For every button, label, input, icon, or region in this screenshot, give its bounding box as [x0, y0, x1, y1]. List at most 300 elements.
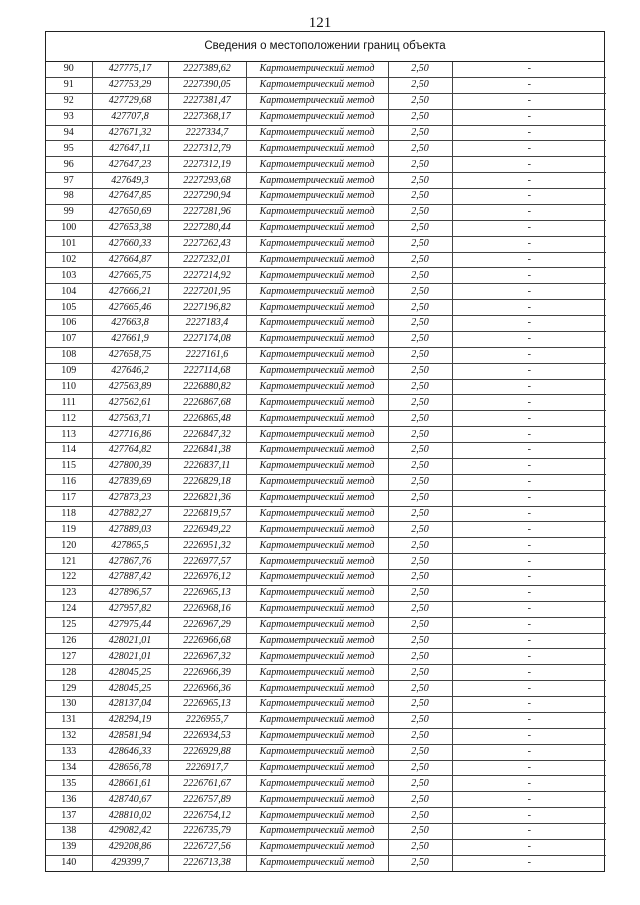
table-row: [46, 316, 606, 332]
y-coordinate-cell: 2227183,4: [168, 316, 246, 332]
note-cell: -: [452, 93, 606, 109]
method-cell: Картометрический метод: [246, 252, 388, 268]
y-coordinate-cell: 2226821,36: [168, 490, 246, 506]
y-coordinate-cell: 2227390,05: [168, 77, 246, 93]
y-coordinate-cell: 2226955,7: [168, 712, 246, 728]
point-number-cell: 119: [46, 522, 92, 538]
accuracy-cell: 2,50: [388, 824, 452, 840]
point-number-cell: 107: [46, 331, 92, 347]
accuracy-cell: 2,50: [388, 157, 452, 173]
table-row: [46, 744, 606, 760]
table-row: [46, 300, 606, 316]
point-number-cell: 130: [46, 697, 92, 713]
accuracy-cell: 2,50: [388, 316, 452, 332]
table-row: [46, 109, 606, 125]
note-cell: -: [452, 744, 606, 760]
point-number-cell: 101: [46, 236, 92, 252]
table-row: [46, 236, 606, 252]
method-cell: Картометрический метод: [246, 839, 388, 855]
table-row: [46, 570, 606, 586]
y-coordinate-cell: 2226880,82: [168, 379, 246, 395]
note-cell: -: [452, 252, 606, 268]
y-coordinate-cell: 2227389,62: [168, 62, 246, 77]
accuracy-cell: 2,50: [388, 506, 452, 522]
point-number-cell: 138: [46, 824, 92, 840]
table-row: [46, 189, 606, 205]
accuracy-cell: 2,50: [388, 427, 452, 443]
y-coordinate-cell: 2227114,68: [168, 363, 246, 379]
method-cell: Картометрический метод: [246, 855, 388, 870]
note-cell: -: [452, 665, 606, 681]
accuracy-cell: 2,50: [388, 141, 452, 157]
table-row: [46, 697, 606, 713]
x-coordinate-cell: 427661,9: [92, 331, 168, 347]
note-cell: -: [452, 173, 606, 189]
note-cell: -: [452, 808, 606, 824]
point-number-cell: 118: [46, 506, 92, 522]
point-number-cell: 127: [46, 649, 92, 665]
method-cell: Картометрический метод: [246, 189, 388, 205]
note-cell: -: [452, 157, 606, 173]
note-cell: -: [452, 204, 606, 220]
point-number-cell: 134: [46, 760, 92, 776]
y-coordinate-cell: 2227174,08: [168, 331, 246, 347]
note-cell: -: [452, 570, 606, 586]
x-coordinate-cell: 427665,46: [92, 300, 168, 316]
method-cell: Картометрический метод: [246, 236, 388, 252]
method-cell: Картометрический метод: [246, 792, 388, 808]
accuracy-cell: 2,50: [388, 62, 452, 77]
method-cell: Картометрический метод: [246, 585, 388, 601]
method-cell: Картометрический метод: [246, 93, 388, 109]
note-cell: -: [452, 506, 606, 522]
y-coordinate-cell: 2226867,68: [168, 395, 246, 411]
method-cell: Картометрический метод: [246, 554, 388, 570]
point-number-cell: 90: [46, 62, 92, 77]
table-row: [46, 490, 606, 506]
method-cell: Картометрический метод: [246, 62, 388, 77]
y-coordinate-cell: 2227201,95: [168, 284, 246, 300]
note-cell: -: [452, 443, 606, 459]
x-coordinate-cell: 429208,86: [92, 839, 168, 855]
point-number-cell: 137: [46, 808, 92, 824]
method-cell: Картометрический метод: [246, 474, 388, 490]
accuracy-cell: 2,50: [388, 808, 452, 824]
y-coordinate-cell: 2226949,22: [168, 522, 246, 538]
y-coordinate-cell: 2227161,6: [168, 347, 246, 363]
point-number-cell: 139: [46, 839, 92, 855]
accuracy-cell: 2,50: [388, 300, 452, 316]
method-cell: Картометрический метод: [246, 744, 388, 760]
accuracy-cell: 2,50: [388, 347, 452, 363]
x-coordinate-cell: 427658,75: [92, 347, 168, 363]
y-coordinate-cell: 2227232,01: [168, 252, 246, 268]
table-body: [46, 62, 606, 871]
x-coordinate-cell: 428661,61: [92, 776, 168, 792]
x-coordinate-cell: 428021,01: [92, 649, 168, 665]
table-row: [46, 379, 606, 395]
x-coordinate-cell: 428581,94: [92, 728, 168, 744]
table-row: [46, 62, 606, 77]
point-number-cell: 110: [46, 379, 92, 395]
note-cell: -: [452, 236, 606, 252]
x-coordinate-cell: 427562,61: [92, 395, 168, 411]
note-cell: -: [452, 728, 606, 744]
point-number-cell: 114: [46, 443, 92, 459]
point-number-cell: 136: [46, 792, 92, 808]
y-coordinate-cell: 2226754,12: [168, 808, 246, 824]
note-cell: -: [452, 474, 606, 490]
note-cell: -: [452, 268, 606, 284]
accuracy-cell: 2,50: [388, 363, 452, 379]
y-coordinate-cell: 2226757,89: [168, 792, 246, 808]
table-row: [46, 458, 606, 474]
note-cell: -: [452, 363, 606, 379]
note-cell: -: [452, 77, 606, 93]
y-coordinate-cell: 2226841,38: [168, 443, 246, 459]
x-coordinate-cell: 427647,85: [92, 189, 168, 205]
note-cell: -: [452, 300, 606, 316]
method-cell: Картометрический метод: [246, 220, 388, 236]
point-number-cell: 99: [46, 204, 92, 220]
method-cell: Картометрический метод: [246, 173, 388, 189]
accuracy-cell: 2,50: [388, 220, 452, 236]
y-coordinate-cell: 2226966,68: [168, 633, 246, 649]
note-cell: -: [452, 554, 606, 570]
y-coordinate-cell: 2226967,29: [168, 617, 246, 633]
accuracy-cell: 2,50: [388, 776, 452, 792]
table-row: [46, 157, 606, 173]
x-coordinate-cell: 429082,42: [92, 824, 168, 840]
point-number-cell: 93: [46, 109, 92, 125]
point-number-cell: 104: [46, 284, 92, 300]
note-cell: -: [452, 601, 606, 617]
accuracy-cell: 2,50: [388, 331, 452, 347]
boundary-table-frame: [45, 31, 605, 872]
note-cell: -: [452, 490, 606, 506]
page-number: 121: [308, 15, 332, 31]
method-cell: Картометрический метод: [246, 760, 388, 776]
note-cell: -: [452, 427, 606, 443]
x-coordinate-cell: 427671,32: [92, 125, 168, 141]
y-coordinate-cell: 2226967,32: [168, 649, 246, 665]
accuracy-cell: 2,50: [388, 728, 452, 744]
accuracy-cell: 2,50: [388, 125, 452, 141]
table-row: [46, 506, 606, 522]
y-coordinate-cell: 2227381,47: [168, 93, 246, 109]
x-coordinate-cell: 427753,29: [92, 77, 168, 93]
method-cell: Картометрический метод: [246, 443, 388, 459]
accuracy-cell: 2,50: [388, 681, 452, 697]
accuracy-cell: 2,50: [388, 379, 452, 395]
method-cell: Картометрический метод: [246, 379, 388, 395]
method-cell: Картометрический метод: [246, 316, 388, 332]
table-row: [46, 443, 606, 459]
accuracy-cell: 2,50: [388, 585, 452, 601]
y-coordinate-cell: 2227368,17: [168, 109, 246, 125]
x-coordinate-cell: 428740,67: [92, 792, 168, 808]
accuracy-cell: 2,50: [388, 665, 452, 681]
x-coordinate-cell: 427716,86: [92, 427, 168, 443]
note-cell: -: [452, 839, 606, 855]
table-row: [46, 649, 606, 665]
method-cell: Картометрический метод: [246, 395, 388, 411]
x-coordinate-cell: 427563,89: [92, 379, 168, 395]
table-row: [46, 331, 606, 347]
x-coordinate-cell: 427775,17: [92, 62, 168, 77]
y-coordinate-cell: 2226865,48: [168, 411, 246, 427]
x-coordinate-cell: 427882,27: [92, 506, 168, 522]
table-row: [46, 204, 606, 220]
method-cell: Картометрический метод: [246, 300, 388, 316]
y-coordinate-cell: 2226761,67: [168, 776, 246, 792]
method-cell: Картометрический метод: [246, 347, 388, 363]
table-row: [46, 538, 606, 554]
table-row: [46, 125, 606, 141]
x-coordinate-cell: 427957,82: [92, 601, 168, 617]
accuracy-cell: 2,50: [388, 77, 452, 93]
accuracy-cell: 2,50: [388, 252, 452, 268]
accuracy-cell: 2,50: [388, 204, 452, 220]
y-coordinate-cell: 2226968,16: [168, 601, 246, 617]
x-coordinate-cell: 428045,25: [92, 681, 168, 697]
x-coordinate-cell: 427729,68: [92, 93, 168, 109]
x-coordinate-cell: 427563,71: [92, 411, 168, 427]
note-cell: -: [452, 538, 606, 554]
y-coordinate-cell: 2227290,94: [168, 189, 246, 205]
table-row: [46, 855, 606, 870]
x-coordinate-cell: 428137,04: [92, 697, 168, 713]
table-row: [46, 728, 606, 744]
x-coordinate-cell: 428646,33: [92, 744, 168, 760]
table-row: [46, 363, 606, 379]
point-number-cell: 95: [46, 141, 92, 157]
table-row: [46, 712, 606, 728]
table-row: [46, 427, 606, 443]
x-coordinate-cell: 427896,57: [92, 585, 168, 601]
table-row: [46, 554, 606, 570]
x-coordinate-cell: 427663,8: [92, 316, 168, 332]
method-cell: Картометрический метод: [246, 157, 388, 173]
y-coordinate-cell: 2226965,13: [168, 697, 246, 713]
y-coordinate-cell: 2226929,88: [168, 744, 246, 760]
accuracy-cell: 2,50: [388, 792, 452, 808]
method-cell: Картометрический метод: [246, 617, 388, 633]
accuracy-cell: 2,50: [388, 554, 452, 570]
x-coordinate-cell: 427707,8: [92, 109, 168, 125]
point-number-cell: 126: [46, 633, 92, 649]
point-number-cell: 124: [46, 601, 92, 617]
point-number-cell: 116: [46, 474, 92, 490]
accuracy-cell: 2,50: [388, 490, 452, 506]
method-cell: Картометрический метод: [246, 125, 388, 141]
x-coordinate-cell: 427800,39: [92, 458, 168, 474]
note-cell: -: [452, 411, 606, 427]
note-cell: -: [452, 316, 606, 332]
method-cell: Картометрический метод: [246, 538, 388, 554]
accuracy-cell: 2,50: [388, 649, 452, 665]
method-cell: Картометрический метод: [246, 141, 388, 157]
x-coordinate-cell: 427653,38: [92, 220, 168, 236]
note-cell: -: [527, 857, 531, 869]
x-coordinate-cell: 427647,11: [92, 141, 168, 157]
table-row: [46, 411, 606, 427]
y-coordinate-cell: 2226917,7: [168, 760, 246, 776]
accuracy-cell: 2,50: [388, 601, 452, 617]
point-number-cell: 100: [46, 220, 92, 236]
point-number-cell: 96: [46, 157, 92, 173]
x-coordinate-cell: 427665,75: [92, 268, 168, 284]
note-cell: -: [452, 776, 606, 792]
point-number-cell: 105: [46, 300, 92, 316]
method-cell: Картометрический метод: [246, 808, 388, 824]
note-cell: -: [452, 347, 606, 363]
table-row: [46, 347, 606, 363]
table-row: [46, 522, 606, 538]
point-number-cell: 98: [46, 189, 92, 205]
y-coordinate-cell: 2227293,68: [168, 173, 246, 189]
x-coordinate-cell: 427764,82: [92, 443, 168, 459]
method-cell: Картометрический метод: [246, 824, 388, 840]
y-coordinate-cell: 2227312,79: [168, 141, 246, 157]
method-cell: Картометрический метод: [246, 458, 388, 474]
y-coordinate-cell: 2226727,56: [168, 839, 246, 855]
point-number-cell: 123: [46, 585, 92, 601]
note-cell: -: [452, 712, 606, 728]
method-cell: Картометрический метод: [246, 77, 388, 93]
table-row: [46, 252, 606, 268]
method-cell: Картометрический метод: [246, 665, 388, 681]
note-cell: -: [452, 125, 606, 141]
note-cell: -: [452, 284, 606, 300]
point-number-cell: 121: [46, 554, 92, 570]
table-row: [46, 839, 606, 855]
boundary-points-table: [46, 62, 606, 871]
note-cell: -: [452, 62, 606, 77]
x-coordinate-cell: 427650,69: [92, 204, 168, 220]
method-cell: Картометрический метод: [246, 776, 388, 792]
method-cell: Картометрический метод: [246, 268, 388, 284]
x-coordinate-cell: 428021,01: [92, 633, 168, 649]
note-cell: -: [452, 379, 606, 395]
x-coordinate-cell: 428045,25: [92, 665, 168, 681]
table-row: [46, 173, 606, 189]
accuracy-cell: 2,50: [388, 760, 452, 776]
point-number-cell: 140: [46, 855, 92, 870]
note-cell: -: [452, 697, 606, 713]
table-row: [46, 93, 606, 109]
point-number-cell: 108: [46, 347, 92, 363]
accuracy-cell: 2,50: [388, 522, 452, 538]
method-cell: Картометрический метод: [246, 649, 388, 665]
note-cell: -: [452, 522, 606, 538]
y-coordinate-cell: 2226713,38: [168, 855, 246, 870]
method-cell: Картометрический метод: [246, 681, 388, 697]
point-number-cell: 113: [46, 427, 92, 443]
accuracy-cell: 2,50: [388, 697, 452, 713]
accuracy-cell: 2,50: [388, 458, 452, 474]
table-row: [46, 760, 606, 776]
accuracy-cell: 2,50: [388, 617, 452, 633]
point-number-cell: 112: [46, 411, 92, 427]
note-cell: -: [452, 395, 606, 411]
method-cell: Картометрический метод: [246, 411, 388, 427]
y-coordinate-cell: 2227280,44: [168, 220, 246, 236]
table-title: Сведения о местоположении границ объекта: [46, 32, 604, 62]
accuracy-cell: 2,50: [388, 839, 452, 855]
point-number-cell: 91: [46, 77, 92, 93]
method-cell: Картометрический метод: [246, 363, 388, 379]
y-coordinate-cell: 2227334,7: [168, 125, 246, 141]
x-coordinate-cell: 427873,23: [92, 490, 168, 506]
point-number-cell: 109: [46, 363, 92, 379]
table-row: [46, 268, 606, 284]
y-coordinate-cell: 2227281,96: [168, 204, 246, 220]
y-coordinate-cell: 2226735,79: [168, 824, 246, 840]
y-coordinate-cell: 2226966,39: [168, 665, 246, 681]
accuracy-cell: 2,50: [388, 712, 452, 728]
y-coordinate-cell: 2226976,12: [168, 570, 246, 586]
table-row: [46, 633, 606, 649]
y-coordinate-cell: 2226977,57: [168, 554, 246, 570]
point-number-cell: 120: [46, 538, 92, 554]
table-row: [46, 220, 606, 236]
table-row: [46, 284, 606, 300]
x-coordinate-cell: 427865,5: [92, 538, 168, 554]
table-row: [46, 141, 606, 157]
y-coordinate-cell: 2226934,53: [168, 728, 246, 744]
note-cell: -: [452, 331, 606, 347]
accuracy-cell: 2,50: [388, 236, 452, 252]
accuracy-cell: 2,50: [388, 744, 452, 760]
x-coordinate-cell: 427660,33: [92, 236, 168, 252]
table-row: [46, 792, 606, 808]
y-coordinate-cell: 2226951,32: [168, 538, 246, 554]
y-coordinate-cell: 2226819,57: [168, 506, 246, 522]
x-coordinate-cell: 428656,78: [92, 760, 168, 776]
method-cell: Картометрический метод: [246, 490, 388, 506]
y-coordinate-cell: 2226965,13: [168, 585, 246, 601]
x-coordinate-cell: 427887,42: [92, 570, 168, 586]
method-cell: Картометрический метод: [246, 427, 388, 443]
x-coordinate-cell: 427889,03: [92, 522, 168, 538]
y-coordinate-cell: 2227262,43: [168, 236, 246, 252]
x-coordinate-cell: 429399,7: [92, 855, 168, 870]
point-number-cell: 132: [46, 728, 92, 744]
x-coordinate-cell: 427664,87: [92, 252, 168, 268]
point-number-cell: 103: [46, 268, 92, 284]
accuracy-cell: 2,50: [388, 855, 452, 870]
note-cell: -: [452, 189, 606, 205]
table-row: [46, 77, 606, 93]
x-coordinate-cell: 427646,2: [92, 363, 168, 379]
y-coordinate-cell: 2226847,32: [168, 427, 246, 443]
point-number-cell: 122: [46, 570, 92, 586]
y-coordinate-cell: 2226966,36: [168, 681, 246, 697]
method-cell: Картометрический метод: [246, 728, 388, 744]
table-row: [46, 681, 606, 697]
accuracy-cell: 2,50: [388, 173, 452, 189]
accuracy-cell: 2,50: [388, 268, 452, 284]
table-row: [46, 824, 606, 840]
accuracy-cell: 2,50: [388, 93, 452, 109]
point-number-cell: 97: [46, 173, 92, 189]
method-cell: Картометрический метод: [246, 633, 388, 649]
method-cell: Картометрический метод: [246, 331, 388, 347]
note-cell: -: [452, 585, 606, 601]
x-coordinate-cell: 427867,76: [92, 554, 168, 570]
table-row: [46, 617, 606, 633]
